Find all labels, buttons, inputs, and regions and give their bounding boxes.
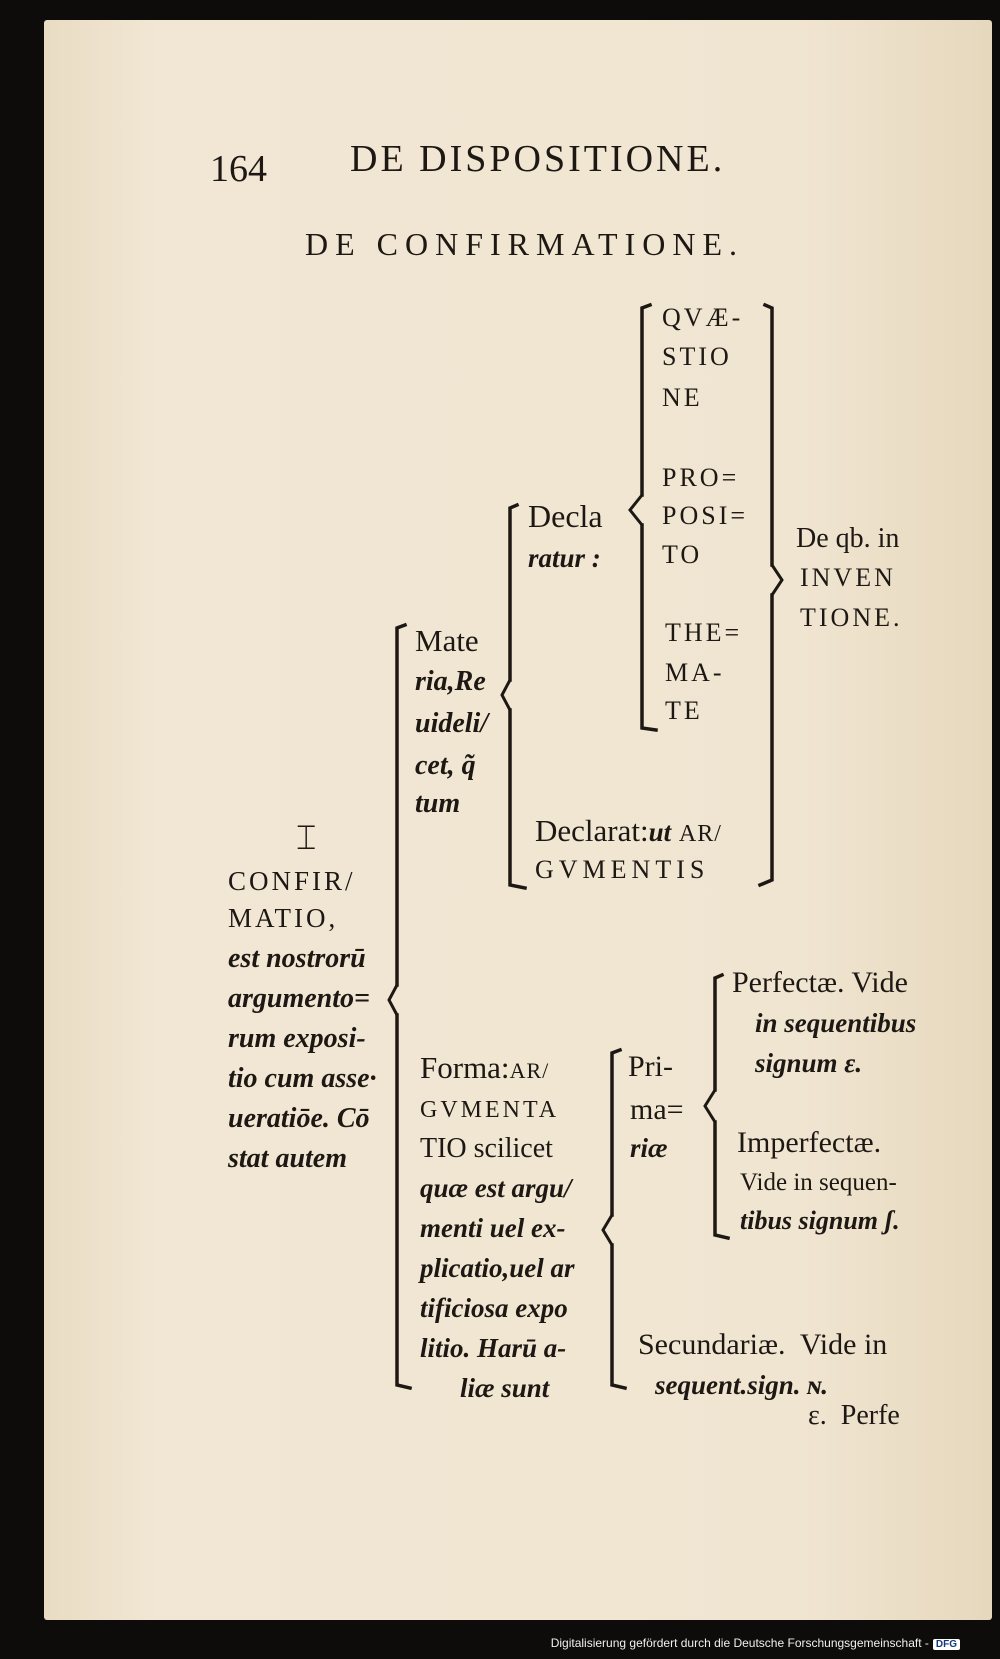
dfg-logo: DFG bbox=[933, 1639, 960, 1650]
forma-line: litio. Harū a- bbox=[420, 1333, 567, 1363]
forma-ar: AR/ bbox=[509, 1058, 550, 1083]
forma-line: plicatio,uel ar bbox=[420, 1253, 575, 1283]
running-head: DE DISPOSITIONE. bbox=[350, 138, 726, 180]
declarat-word: Declarat: bbox=[535, 813, 649, 848]
materia-line: cet, q̃ bbox=[415, 750, 476, 781]
section-title: DE CONFIRMATIONE. bbox=[305, 226, 744, 262]
catchword: ε. Perfe bbox=[808, 1400, 900, 1431]
primariae-line: Pri- bbox=[628, 1050, 673, 1083]
primariae-line: riæ bbox=[630, 1133, 668, 1163]
root-line: stat autem bbox=[228, 1143, 348, 1174]
primariae-line: ma= bbox=[630, 1093, 684, 1126]
forma-line: menti uel ex- bbox=[420, 1213, 566, 1243]
de-qb-line: De qb. in bbox=[796, 523, 900, 554]
option-line: THE= bbox=[665, 618, 743, 647]
de-qb-line: TIONE. bbox=[800, 603, 903, 632]
materia-line: ria,Re bbox=[415, 666, 486, 697]
materia-line: uideli/ bbox=[415, 708, 489, 739]
forma-line-text: TIO scilicet bbox=[420, 1133, 553, 1164]
imperfectae-line: Imperfectæ. bbox=[737, 1126, 882, 1159]
forma-line bbox=[420, 1135, 553, 1163]
root-line: rum exposi- bbox=[228, 1023, 366, 1054]
perfectae-line: in sequentibus bbox=[755, 1008, 917, 1038]
section-mark: ⌶ bbox=[296, 820, 317, 857]
footer-text: Digitalisierung gefördert durch die Deutsche Forschungsgemeinschaft - bbox=[550, 1636, 929, 1650]
option-line: QVÆ- bbox=[662, 303, 744, 332]
materia-line: tum bbox=[415, 788, 461, 819]
option-line: MA- bbox=[665, 658, 725, 687]
option-line: STIO bbox=[662, 342, 732, 371]
secundariae-line: sequent.sign. ɴ. bbox=[655, 1370, 829, 1400]
option-line: TE bbox=[665, 696, 703, 725]
digitization-footer bbox=[551, 1636, 960, 1650]
root-line: ueratiōe. Cō bbox=[228, 1103, 370, 1134]
perfectae-line: Perfectæ. Vide bbox=[732, 966, 908, 999]
declaratur-line: ratur : bbox=[528, 543, 601, 573]
declarat-line: GVMENTIS bbox=[535, 855, 710, 884]
imperfectae-line: Vide in sequen- bbox=[740, 1169, 897, 1196]
option-line: NE bbox=[662, 383, 703, 412]
forma-line bbox=[420, 1052, 549, 1083]
imperfectae-line: tibus signum ʃ. bbox=[740, 1206, 900, 1235]
forma-line: quæ est argu/ bbox=[420, 1173, 572, 1203]
forma-line: GVMENTA bbox=[420, 1097, 560, 1123]
root-line: tio cum asse· bbox=[228, 1063, 377, 1094]
option-line: TO bbox=[662, 540, 703, 569]
root-line: argumento= bbox=[228, 983, 370, 1014]
root-line: CONFIR/ bbox=[228, 866, 356, 896]
declarat-ar: AR/ bbox=[678, 821, 722, 847]
declaratur-line: Decla bbox=[528, 498, 603, 534]
root-line: est nostrorū bbox=[228, 943, 366, 974]
option-line: POSI= bbox=[662, 501, 749, 530]
perfectae-line: signum ε. bbox=[755, 1048, 863, 1078]
forma-word: Forma: bbox=[420, 1050, 510, 1085]
de-qb-line: INVEN bbox=[800, 563, 896, 592]
declarat-line bbox=[535, 815, 722, 846]
secundariae-line: Secundariæ. Vide in bbox=[638, 1328, 888, 1361]
forma-line: tificiosa expo bbox=[420, 1293, 568, 1323]
declarat-ut: ut bbox=[648, 817, 672, 847]
root-line: MATIO, bbox=[228, 903, 339, 933]
page-number: 164 bbox=[210, 148, 267, 190]
materia-line: Mate bbox=[415, 623, 479, 658]
forma-line: liæ sunt bbox=[460, 1373, 550, 1403]
option-line: PRO= bbox=[662, 463, 740, 492]
